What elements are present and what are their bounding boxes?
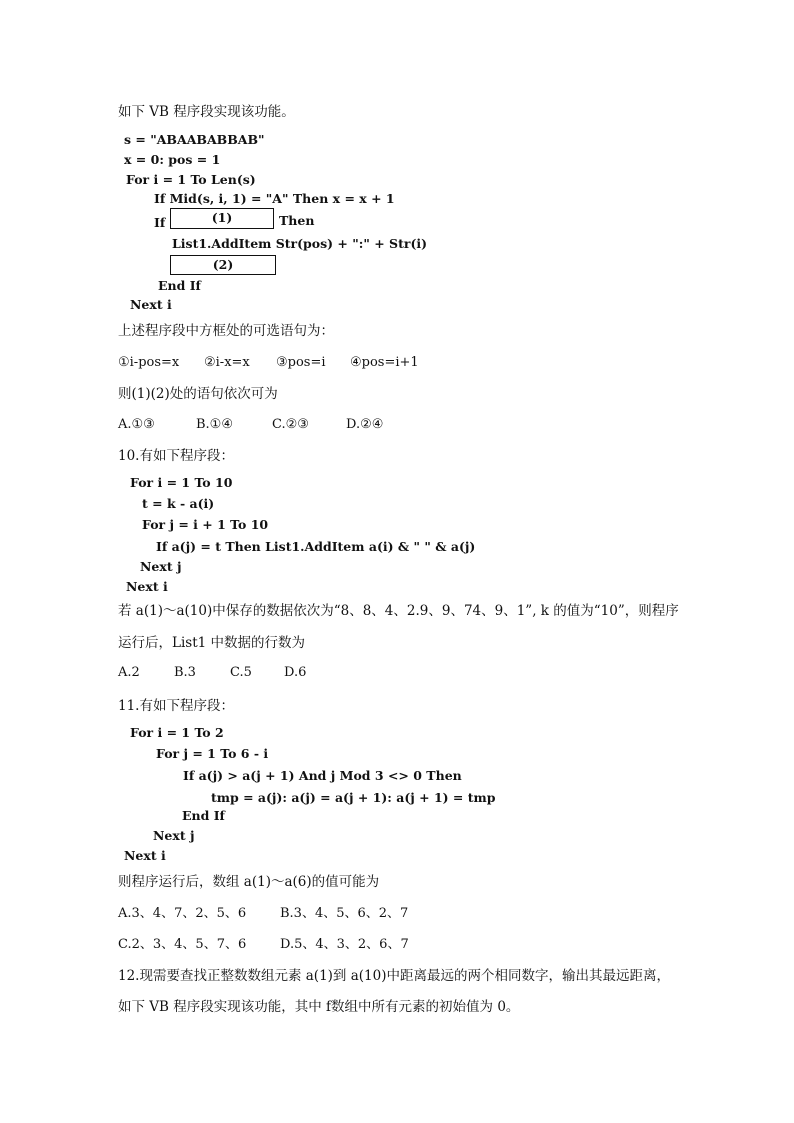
q11-code-line-4: tmp = a(j): a(j) = a(j + 1): a(j + 1) = tmp [211,790,496,805]
q10-code-line-6: Next i [126,579,168,594]
q9-option-d: D.②④ [346,417,384,432]
q9-choice-1: ①i-pos=x [118,355,180,370]
q9-code-endif: End If [158,278,201,293]
q11-code-line-2: For j = 1 To 6 - i [156,746,269,761]
q10-code-line-5: Next j [140,559,182,574]
q10-option-b: B.3 [174,665,196,680]
q10-code-line-2: t = k - a(i) [142,496,215,511]
q9-choices-intro: 上述程序段中方框处的可选语句为： [118,323,334,339]
q9-question: 则(1)(2)处的语句依次可为 [118,386,278,402]
q11-code-line-7: Next i [124,848,166,863]
q9-code-then: Then [279,213,315,228]
q11-code-line-1: For i = 1 To 2 [130,725,224,740]
q9-code-if: If [154,215,166,230]
q9-code-additem: List1.AddItem Str(pos) + ":" + Str(i) [172,236,428,251]
q10-option-a: A.2 [118,665,140,680]
q10-code-line-3: For j = i + 1 To 10 [142,517,269,532]
q11-code-line-3: If a(j) > a(j + 1) And j Mod 3 <> 0 Then [183,768,462,783]
q10-question-line-1: 若 a(1)～a(10)中保存的数据依次为“8、8、4、2.9、9、74、9、1”, k 的值为“10”，则程序 [118,603,679,619]
q10-question-line-2: 运行后，List1 中数据的行数为 [118,635,306,651]
q9-choice-2: ②i-x=x [204,355,250,370]
q11-option-d: D.5、4、3、2、6、7 [280,937,409,952]
q9-option-a: A.①③ [118,417,155,432]
q11-option-b: B.3、4、5、6、2、7 [280,906,409,921]
q11-code-line-5: End If [182,808,225,823]
q10-code-line-1: For i = 1 To 10 [130,475,233,490]
q10-option-c: C.5 [230,665,252,680]
q9-code-line-1: s = "ABAABABBAB" [124,132,265,147]
q9-option-b: B.①④ [196,417,233,432]
q9-code-line-3: For i = 1 To Len(s) [126,172,256,187]
q9-code-line-4: If Mid(s, i, 1) = "A" Then x = x + 1 [154,191,395,206]
q9-blank-2-label: (2) [212,257,234,272]
q12-line-1: 12.现需要查找正整数数组元素 a(1)到 a(10)中距离最远的两个相同数字，输出其最远距离， [118,968,670,984]
q9-intro: 如下 VB 程序段实现该功能。 [118,104,295,120]
q11-question: 则程序运行后，数组 a(1)～a(6)的值可能为 [118,874,380,890]
q11-option-a: A.3、4、7、2、5、6 [118,906,247,921]
q10-option-d: D.6 [284,665,307,680]
q10-code-line-4: If a(j) = t Then List1.AddItem a(i) & " " & a(j) [156,539,476,554]
q9-choice-4: ④pos=i+1 [350,355,419,370]
q10-title: 10.有如下程序段： [118,448,234,464]
q9-blank-1-label: (1) [211,210,233,225]
q11-code-line-6: Next j [153,828,195,843]
q9-blank-1 [170,208,274,229]
q11-title: 11.有如下程序段： [118,698,234,714]
q9-choice-3: ③pos=i [276,355,326,370]
q9-blank-2 [170,255,276,275]
q9-code-next: Next i [130,297,172,312]
q9-option-c: C.②③ [272,417,309,432]
q11-option-c: C.2、3、4、5、7、6 [118,937,247,952]
q9-code-line-2: x = 0: pos = 1 [124,152,221,167]
q12-line-2: 如下 VB 程序段实现该功能，其中 f数组中所有元素的初始值为 0。 [118,999,520,1015]
